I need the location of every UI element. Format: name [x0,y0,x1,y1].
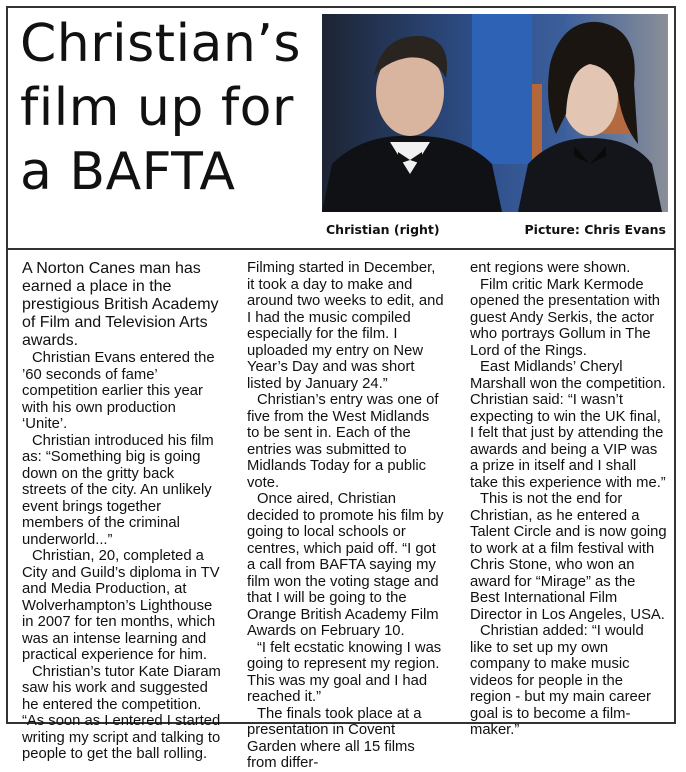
paragraph: East Midlands’ Cheryl Marshall won the competition. Christian said: “I wasn’t expecting to win the UK final, I felt that just by attending the awards and being a VIP was a prize in itself and I shall take this experience with me.” [470,359,666,491]
photo-credit: Picture: Chris Evans [524,222,666,237]
paragraph: The finals took place at a presentation in Covent Garden where all 15 films from differ- [247,705,422,771]
paragraph: “As soon as I entered I started writing my script and talking to people to get the ball rolling. [22,713,221,762]
paragraph: Christian introduced his film as: “Something big is going down on the gritty back streets of the city. An unlikely event brings together members of the criminal underworld...” [22,432,214,548]
paragraph: Christian, 20, completed a City and Guild’s diploma in TV and Media Production, at Wolverhampton’s Lighthouse in 2007 for ten months, which was an intense learning and practical experience for him. [22,548,220,663]
paragraph: ent regions were shown. [470,260,631,276]
headline: Christian’s film up for a BAFTA [20,14,301,202]
paragraph: Christian’s tutor Kate Diaram saw his work and suggested he entered the competition. [22,663,221,713]
paragraph: A Norton Canes man has earned a place in the prestigious British Academy of Film and Television Arts awards. [22,260,219,349]
column-2 [247,260,445,772]
section-divider [8,248,674,250]
column-1 [22,260,222,763]
column-3 [470,260,668,739]
paragraph: This is not the end for Christian, as he entered a Talent Circle and is now going to work at a film festival with Chris Stone, who won an award for “Mirage” as the Best International Film Director in Los Angeles, USA. [470,491,667,623]
paragraph: Once aired, Christian decided to promote his film by going to local schools or centres, which paid off. “I got a call from BAFTA saying my film won the voting stage and that I will be going to the Orange British Academy Film Awards on February 10. [247,491,444,639]
photo-illustration [322,14,668,212]
photo-caption: Christian (right) [326,222,440,237]
paragraph: Christian added: “I would like to set up my own company to make music videos for people in the region - but my main career goal is to become a film-maker.” [470,623,651,738]
paragraph: Filming started in December, it took a day to make and around two weeks to edit, and I had the music compiled especially for the film. I uploaded my entry on New Year’s Day and was short listed by January 24.” [247,260,444,392]
paragraph: Christian Evans entered the ’60 seconds of fame’ competition earlier this year with his own production ‘Unite’. [22,350,215,432]
paragraph: Christian’s entry was one of five from the West Midlands to be sent in. Each of the entries was submitted to Midlands Today for a public vote. [247,392,439,491]
article-photo [322,14,668,212]
paragraph: “I felt ecstatic knowing I was going to represent my region. This was my goal and I had reached it.” [247,639,442,705]
paragraph: Film critic Mark Kermode opened the presentation with guest Andy Serkis, the actor who portrays Gollum in The Lord of the Rings. [470,276,661,359]
